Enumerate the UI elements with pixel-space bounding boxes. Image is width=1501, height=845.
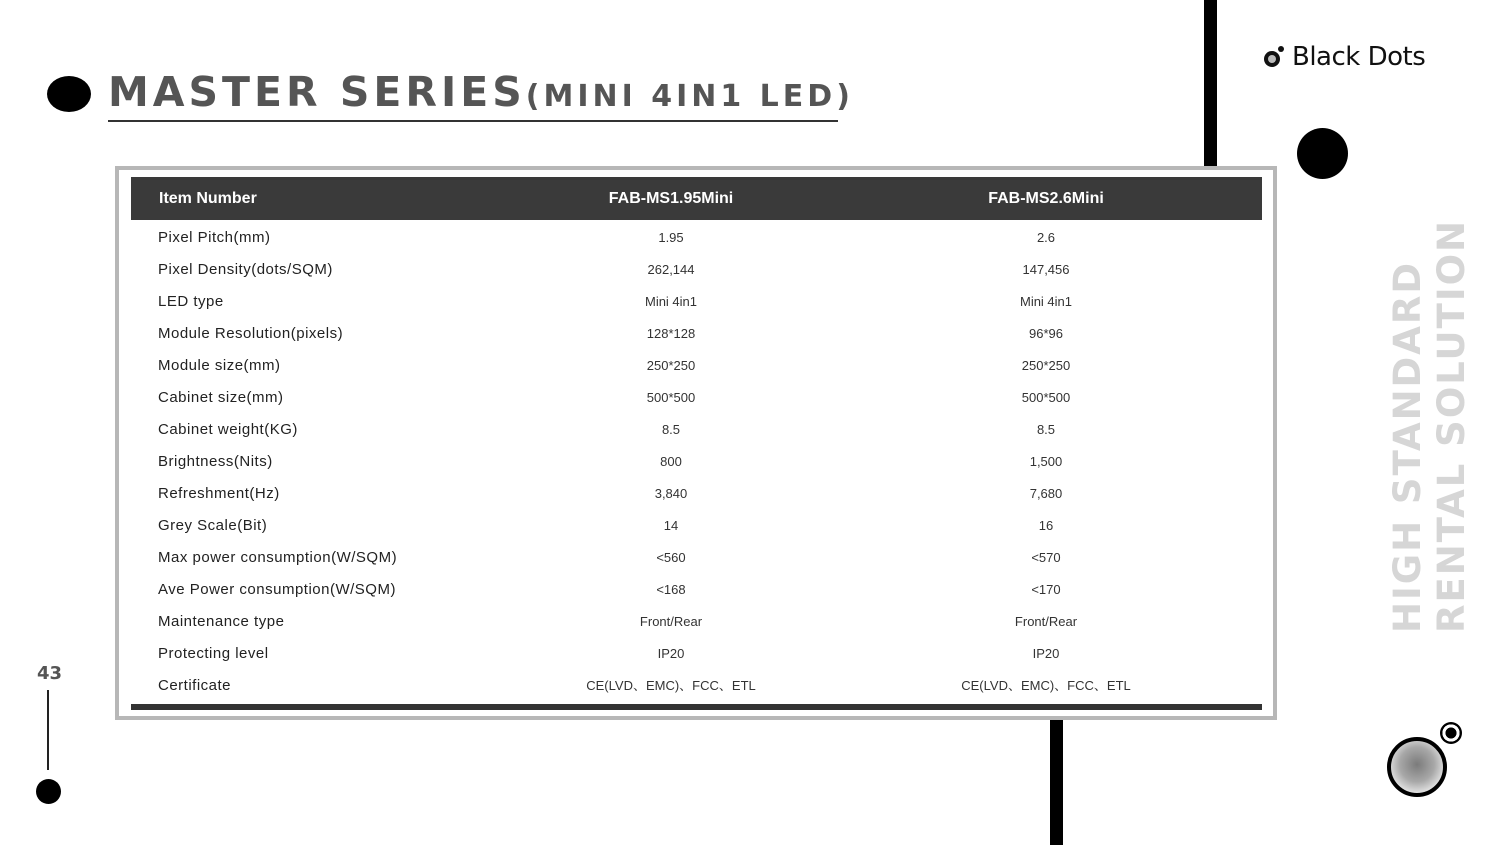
spec-label: Refreshment(Hz) [158,485,280,502]
table-row [131,478,1262,510]
spec-value-model-2: 8.5 [1036,422,1056,437]
spec-label: Ave Power consumption(W/SQM) [158,581,396,598]
table-bottom-bar [131,704,1262,710]
page-number-dot [36,779,61,804]
spec-value-model-1: 8.5 [661,422,681,437]
table-row [131,670,1262,702]
table-row [131,414,1262,446]
decorative-vertical-bar-top [1204,0,1217,166]
spec-value-model-2: 1,500 [1029,454,1063,469]
spec-label: Module size(mm) [158,357,281,374]
header-model-1: FAB-MS1.95Mini [608,190,734,207]
spec-label: Brightness(Nits) [158,453,273,470]
spec-value-model-2: 147,456 [1022,262,1070,277]
spec-value-model-2: IP20 [1032,646,1060,661]
spec-value-model-2: 16 [1038,518,1054,533]
spec-value-model-2: 2.6 [1036,230,1056,245]
spec-value-model-1: <560 [656,550,686,565]
spec-value-model-1: CE(LVD、EMC)、FCC、ETL [586,678,756,693]
spec-value-model-1: 3,840 [654,486,688,501]
spec-value-model-2: 500*500 [1021,390,1071,405]
table-row [131,446,1262,478]
brand-logo-text: Black Dots [1292,42,1426,72]
spec-value-model-1: 128*128 [646,326,696,341]
table-row [131,350,1262,382]
spec-value-model-1: IP20 [657,646,685,661]
spec-value-model-2: 250*250 [1021,358,1071,373]
spec-value-model-1: 1.95 [658,230,684,245]
spec-label: Maintenance type [158,613,285,630]
page-title-sub: (MINI 4IN1 LED) [525,79,854,114]
spec-value-model-1: Mini 4in1 [644,294,698,309]
table-row [131,510,1262,542]
table-row [131,382,1262,414]
table-row [131,638,1262,670]
spec-label: Certificate [158,677,232,694]
title-underline [108,120,838,122]
spec-value-model-2: CE(LVD、EMC)、FCC、ETL [961,678,1131,693]
spec-value-model-2: <570 [1031,550,1061,565]
spec-value-model-2: <170 [1031,582,1061,597]
table-row [131,286,1262,318]
slogan-line-1: HIGH STANDARD [1386,260,1429,634]
page-number-line [47,690,49,770]
ring-icon [1387,737,1447,797]
spec-label: Grey Scale(Bit) [158,517,268,534]
spec-value-model-1: <168 [656,582,686,597]
slogan [1385,218,1475,634]
spec-value-model-2: 96*96 [1029,326,1063,341]
spec-label: Pixel Pitch(mm) [158,229,271,246]
page-number: 43 [37,663,63,684]
spec-value-model-1: Front/Rear [639,614,703,629]
spec-table-header [131,177,1262,220]
table-row [131,574,1262,606]
spec-value-model-1: 500*500 [646,390,696,405]
header-item-number: Item Number [159,190,257,207]
spec-label: Module Resolution(pixels) [158,325,344,342]
slogan-line-2: RENTAL SOLUTION [1430,218,1473,634]
header-model-2: FAB-MS2.6Mini [988,190,1104,207]
spec-value-model-1: 250*250 [646,358,696,373]
dots-logo-icon [1262,45,1286,69]
spec-label: Protecting level [158,645,269,662]
spec-label: Cabinet size(mm) [158,389,284,406]
table-row [131,222,1262,254]
spec-value-model-2: Mini 4in1 [1019,294,1073,309]
spec-table-body [131,222,1262,702]
spec-value-model-2: Front/Rear [1014,614,1078,629]
page-title-main: MASTER SERIES [108,68,526,116]
spec-value-model-1: 14 [663,518,679,533]
spec-value-model-1: 262,144 [647,262,695,277]
spec-value-model-2: 7,680 [1029,486,1063,501]
small-ring-icon [1440,722,1462,744]
table-row [131,542,1262,574]
title-bullet-dot [47,76,91,112]
spec-label: LED type [158,293,224,310]
decorative-vertical-bar-bottom [1050,720,1063,845]
decorative-dot [1297,128,1348,179]
table-row [131,606,1262,638]
spec-label: Pixel Density(dots/SQM) [158,261,333,278]
table-row [131,318,1262,350]
table-row [131,254,1262,286]
spec-value-model-1: 800 [660,454,682,469]
page-title [108,68,854,116]
brand-logo [1262,40,1425,74]
spec-label: Cabinet weight(KG) [158,421,298,438]
spec-label: Max power consumption(W/SQM) [158,549,398,566]
